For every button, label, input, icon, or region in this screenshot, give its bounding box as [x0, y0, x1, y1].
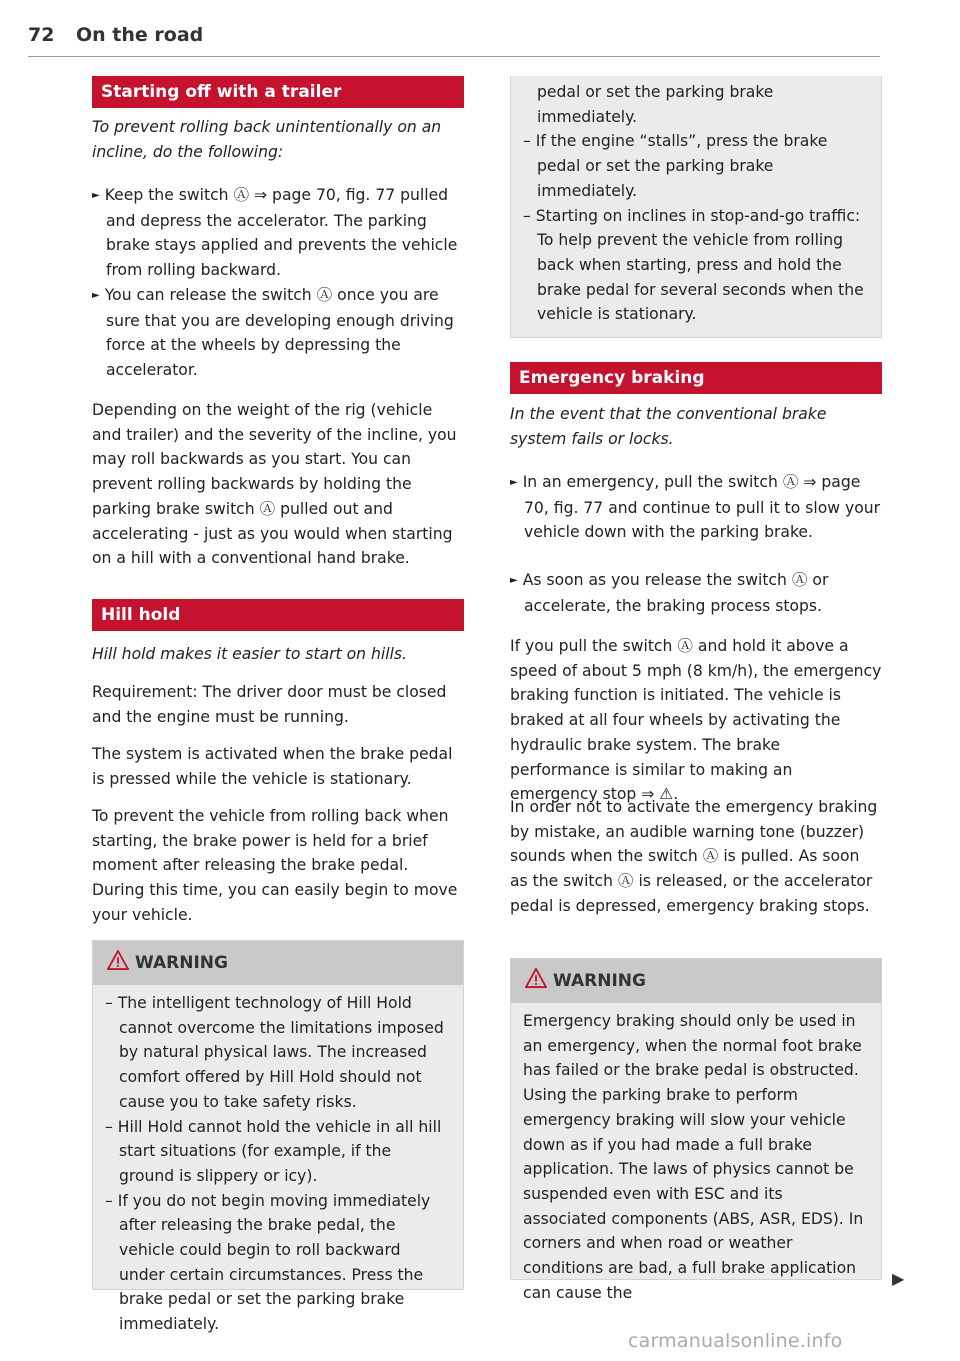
- hill-hold-description: To prevent the vehicle from rolling back when starting, the brake power is held for a brief moment after releasing the brake pedal. During this time, you can easily begin to move your vehicle.: [92, 807, 458, 924]
- hill-hold-requirement: Requirement: The driver door must be closed and the engine must be running.: [92, 683, 447, 726]
- heading-hill-hold: Hill hold: [92, 599, 464, 631]
- bullet-triangle-icon: ►: [92, 190, 100, 201]
- warning-header: [93, 941, 463, 985]
- section-title: On the road: [76, 24, 204, 46]
- emergency-paragraph-1: If you pull the switch Ⓐ and hold it above a speed of about 5 mph (8 km/h), the emergency braking function is initiated. The vehicle is braked at all four wheels by activating the hydraulic brake system. The brake performance is similar to making an emergency stop ⇒ ⚠.: [510, 637, 882, 804]
- starting-trailer-paragraph: Depending on the weight of the rig (vehicle and trailer) and the severity of the incline, you may roll backwards as you start. You can prevent rolling backwards by holding the parking brake switch Ⓐ pulled out and accelerating - just as you would when starting on a hill with a conventional hand brake.: [92, 401, 457, 568]
- warning-box-continued: [510, 76, 882, 338]
- warning-title: WARNING: [135, 953, 228, 973]
- emergency-bullet-1: ► In an emergency, pull the switch Ⓐ ⇒ page 70, fig. 77 and continue to pull it to slow your vehicle down with the parking brake.: [510, 473, 881, 542]
- warning-title: WARNING: [553, 971, 646, 991]
- warning-triangle-icon: [525, 968, 547, 988]
- warning-item: – The intelligent technology of Hill Hold cannot overcome the limitations imposed by natural physical laws. The increased comfort offered by Hill Hold should not cause you to take safety risks.: [105, 994, 444, 1111]
- bullet-triangle-icon: ►: [510, 477, 518, 488]
- warning-item: – Starting on inclines in stop-and-go traffic: To help prevent the vehicle from rolling back when starting, press and hold the brake pedal for several seconds when the vehicle is stationary.: [523, 206, 864, 324]
- bullet-triangle-icon: ►: [92, 290, 100, 301]
- page-number: 72: [28, 24, 55, 46]
- warning-box-emergency: [510, 958, 882, 1302]
- emergency-intro: In the event that the conventional brake system fails or locks.: [510, 405, 827, 448]
- warning-box-hill-hold: [92, 940, 464, 1334]
- heading-starting-off-with-trailer: Starting off with a trailer: [92, 76, 464, 108]
- warning-item: – If the engine “stalls”, press the brake pedal or set the parking brake immediately.: [523, 132, 828, 200]
- warning-header: [511, 959, 881, 1003]
- heading-emergency-braking: Emergency braking: [510, 362, 882, 394]
- emergency-bullet-2: ► As soon as you release the switch Ⓐ or accelerate, the braking process stops.: [510, 571, 829, 615]
- starting-trailer-bullet-2: ► You can release the switch Ⓐ once you are sure that you are developing enough driving force at the wheels by depressing the accelerator.: [92, 286, 454, 380]
- emergency-paragraph-2: In order not to activate the emergency braking by mistake, an audible warning tone (buzzer) sounds when the switch Ⓐ is pulled. As soon as the switch Ⓐ is released, or the accelerator pedal is depressed, emergency braking stops.: [510, 798, 878, 915]
- warning-item: – Hill Hold cannot hold the vehicle in all hill start situations (for example, if the ground is slippery or icy).: [105, 1117, 442, 1185]
- hill-hold-activation: The system is activated when the brake pedal is pressed while the vehicle is stationary.: [92, 745, 453, 788]
- warning-triangle-icon: [107, 950, 129, 970]
- continue-arrow-icon: ▶: [892, 1269, 905, 1288]
- page-header: [28, 22, 880, 57]
- starting-trailer-bullet-1: ► Keep the switch Ⓐ ⇒ page 70, fig. 77 pulled and depress the accelerator. The parking brake stays applied and prevents the vehicle from rolling backward.: [92, 186, 458, 280]
- watermark: carmanualsonline.info: [628, 1330, 843, 1352]
- warning-item: – If you do not begin moving immediately after releasing the brake pedal, the vehicle could begin to roll backward under certain circumstances. Press the brake pedal or set the parking brake immediately.: [105, 1191, 431, 1334]
- warning-text: Emergency braking should only be used in an emergency, when the normal foot brake has failed or the brake pedal is obstructed. Using the parking brake to perform emergency braking will slow your vehicle down as if you had made a full brake application. The laws of physics cannot be suspended even with ESC and its associated components (ABS, ASR, EDS). In corners and when road or weather conditions are bad, a full brake application can cause the: [523, 1012, 864, 1302]
- hill-hold-intro: Hill hold makes it easier to start on hills.: [92, 645, 407, 663]
- warning-item-continued: pedal or set the parking brake immediately.: [537, 83, 774, 126]
- bullet-triangle-icon: ►: [510, 575, 518, 586]
- starting-trailer-intro: To prevent rolling back unintentionally on an incline, do the following:: [92, 118, 442, 161]
